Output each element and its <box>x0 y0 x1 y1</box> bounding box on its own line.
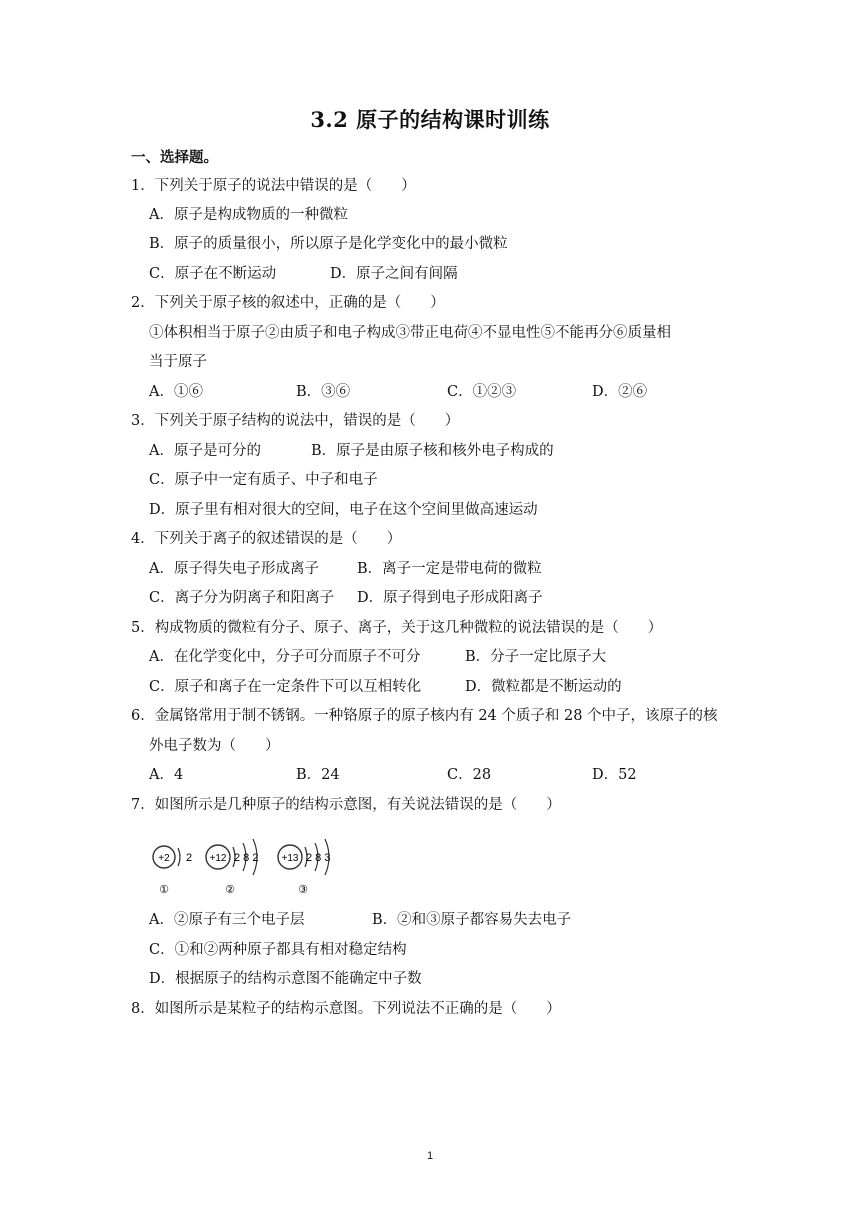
question-5-stem: 5．构成物质的微粒有分子、原子、离子，关于这几种微粒的说法错误的是（ ） <box>131 620 663 636</box>
question-1-option-d: D．原子之间有间隔 <box>330 266 458 282</box>
atom-diagram-1 <box>153 846 192 896</box>
atom-2-shells: 2 8 2 <box>234 852 259 864</box>
atom-1-nucleus: +2 <box>158 853 170 864</box>
question-2-stem: 2．下列关于原子核的叙述中，正确的是（ ） <box>131 295 445 311</box>
question-1-option-c: C．原子在不断运动 <box>149 266 277 282</box>
document-title: 3.2 原子的结构课时训练 <box>310 107 550 132</box>
question-3-option-d: D．原子里有相对很大的空间，电子在这个空间里做高速运动 <box>149 502 538 518</box>
question-4-option-d: D．原子得到电子形成阳离子 <box>357 590 543 606</box>
atom-2-nucleus: +12 <box>209 853 227 864</box>
question-2-option-a: A．①⑥ <box>149 384 203 400</box>
question-7-option-c: C．①和②两种原子都具有相对稳定结构 <box>149 942 407 958</box>
question-6-option-a: A．4 <box>149 767 184 783</box>
question-3-stem: 3．下列关于原子结构的说法中，错误的是（ ） <box>131 413 460 429</box>
question-6-option-c: C．28 <box>447 767 492 783</box>
page-number: 1 <box>426 1150 434 1162</box>
question-6-option-b: B．24 <box>296 767 340 783</box>
question-5-option-c: C．原子和离子在一定条件下可以互相转化 <box>149 679 422 695</box>
question-4-option-b: B．离子一定是带电荷的微粒 <box>357 561 542 577</box>
question-2-option-d: D．②⑥ <box>592 384 648 400</box>
question-6-stem-line1: 6．金属铬常用于制不锈钢。一种铬原子的原子核内有 24 个质子和 28 个中子，该原子的核 <box>131 708 718 724</box>
question-3-option-b: B．原子是由原子核和核外电子构成的 <box>311 443 554 459</box>
atom-2-label: ② <box>225 883 235 896</box>
question-2-option-c: C．①②③ <box>447 384 517 400</box>
question-1-stem: 1．下列关于原子的说法中错误的是（ ） <box>131 178 416 194</box>
atom-diagram-2 <box>206 839 258 896</box>
question-3-option-a: A．原子是可分的 <box>149 443 261 459</box>
question-1-option-a: A．原子是构成物质的一种微粒 <box>149 207 348 223</box>
atom-3-label: ③ <box>298 883 308 896</box>
atom-diagram-3 <box>278 839 330 896</box>
question-5-option-d: D．微粒都是不断运动的 <box>465 679 622 695</box>
section-heading: 一、选择题。 <box>131 149 218 166</box>
atom-1-label: ① <box>159 883 169 896</box>
question-7-option-d: D．根据原子的结构示意图不能确定中子数 <box>149 971 422 987</box>
question-3-option-c: C．原子中一定有质子、中子和电子 <box>149 472 378 488</box>
question-2-option-b: B．③⑥ <box>296 384 351 400</box>
atom-structure-diagrams <box>148 838 348 898</box>
question-2-items-line1: ①体积相当于原子②由质子和电子构成③带正电荷④不显电性⑤不能再分⑥质量相 <box>149 325 671 341</box>
question-5-option-b: B．分子一定比原子大 <box>465 649 607 665</box>
question-7-stem: 7．如图所示是几种原子的结构示意图，有关说法错误的是（ ） <box>131 797 561 813</box>
question-6-stem-line2: 外电子数为（ ） <box>149 738 280 754</box>
question-4-stem: 4．下列关于离子的叙述错误的是（ ） <box>131 531 402 547</box>
question-8-stem: 8．如图所示是某粒子的结构示意图。下列说法不正确的是（ ） <box>131 1001 561 1017</box>
atom-3-nucleus: +13 <box>281 853 299 864</box>
atom-3-shells: 2 8 3 <box>306 852 331 864</box>
question-6-option-d: D．52 <box>592 767 637 783</box>
question-7-option-b: B．②和③原子都容易失去电子 <box>372 912 572 928</box>
atom-1-shells: 2 <box>186 852 193 864</box>
question-4-option-a: A．原子得失电子形成离子 <box>149 561 319 577</box>
question-4-option-c: C．离子分为阴离子和阳离子 <box>149 590 335 606</box>
question-1-option-b: B．原子的质量很小，所以原子是化学变化中的最小微粒 <box>149 236 508 252</box>
question-2-items-line2: 当于原子 <box>149 354 207 370</box>
question-5-option-a: A．在化学变化中，分子可分而原子不可分 <box>149 649 421 665</box>
question-7-option-a: A．②原子有三个电子层 <box>149 912 305 928</box>
